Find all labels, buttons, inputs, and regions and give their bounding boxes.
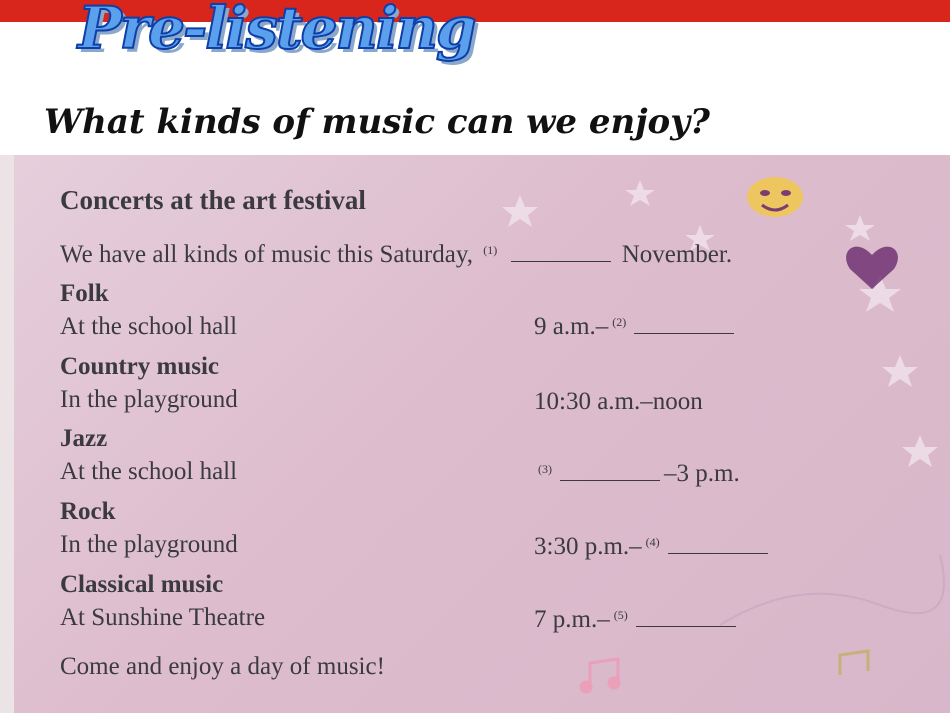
blank-number: (2)	[612, 315, 627, 329]
answer-blank[interactable]	[634, 317, 734, 334]
slide-question: What kinds of music can we enjoy?	[44, 102, 710, 142]
answer-blank[interactable]	[636, 610, 736, 627]
music-staff-wave	[720, 555, 944, 625]
concert-time	[534, 313, 738, 341]
genre-heading: Jazz	[60, 425, 108, 452]
blank-number: (4)	[645, 535, 660, 549]
time-range: 10:30 a.m.–noon	[534, 388, 703, 415]
heart-icon	[846, 247, 898, 289]
answer-blank[interactable]	[511, 245, 611, 262]
time-end: –3 p.m.	[664, 460, 740, 487]
genre-heading: Classical music	[60, 571, 224, 598]
notice-closing: Come and enjoy a day of music!	[60, 653, 385, 680]
concert-time	[534, 606, 740, 634]
answer-blank[interactable]	[668, 537, 768, 554]
concert-time	[534, 533, 772, 561]
blank-number: (5)	[613, 608, 628, 622]
genre-heading: Folk	[60, 280, 109, 307]
blank-number: (3)	[538, 462, 552, 476]
concert-place: At the school hall	[60, 458, 238, 485]
intro-month: November.	[621, 241, 733, 268]
answer-blank[interactable]	[560, 464, 660, 481]
time-start: 7 p.m.–	[534, 606, 610, 633]
concert-place: At Sunshine Theatre	[60, 604, 266, 631]
time-start: 3:30 p.m.–	[534, 533, 642, 560]
genre-heading: Rock	[60, 498, 116, 525]
concert-place: In the playground	[60, 386, 238, 413]
notice-title: Concerts at the art festival	[60, 185, 366, 215]
time-start: 9 a.m.–	[534, 313, 609, 340]
theatre-mask-icon	[747, 177, 803, 217]
intro-text: We have all kinds of music this Saturday,	[60, 241, 473, 268]
genre-heading: Country music	[60, 353, 220, 380]
music-note-icon-2	[840, 651, 868, 675]
concert-time	[534, 388, 703, 416]
concert-place: At the school hall	[60, 313, 238, 340]
concert-time	[534, 460, 740, 488]
concert-place: In the playground	[60, 531, 238, 558]
slide-heading: Pre-listening	[78, 0, 475, 62]
notice-card	[0, 155, 950, 713]
notice-intro	[60, 241, 732, 269]
music-note-icon	[581, 659, 619, 692]
blank-number: (1)	[483, 243, 498, 257]
